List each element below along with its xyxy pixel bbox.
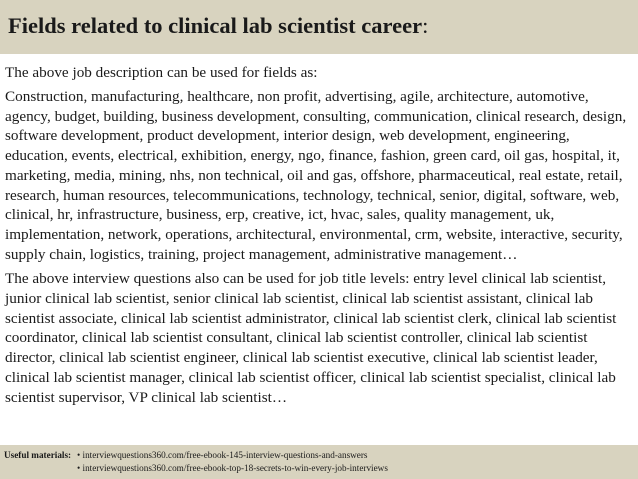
footer-row-1 — [4, 449, 638, 462]
slide-title-colon: : — [422, 13, 429, 38]
slide-title — [8, 13, 638, 39]
footer-link-ebook-145[interactable]: • interviewquestions360.com/free-ebook-145-interview-questions-and-answers — [77, 450, 368, 460]
useful-materials-label: Useful materials: — [4, 450, 72, 460]
footer-link-ebook-18-secrets[interactable]: • interviewquestions360.com/free-ebook-top-18-secrets-to-win-every-job-interviews — [77, 462, 388, 473]
slide-body — [5, 63, 633, 412]
footer — [0, 445, 638, 479]
footer-row-2 — [4, 462, 638, 475]
job-titles-paragraph: The above interview questions also can be used for job title levels: entry level clinical lab scientist, junior clinical lab scientist, senior clinical lab scientist, clinical lab scientist assistant, clinical lab scientist associate, clinical lab scientist administrator, clinical lab scientist clerk, clinical lab scientist coordinator, clinical lab scientist consultant, clinical lab scientist controller, clinical lab scientist director, clinical lab scientist engineer, clinical lab scientist executive, clinical lab scientist leader, clinical lab scientist manager, clinical lab scientist officer, clinical lab scientist specialist, clinical lab scientist supervisor, VP clinical lab scientist… — [5, 270, 617, 406]
intro-text: The above job description can be used for fields as: — [5, 64, 318, 81]
slide-title-text: Fields related to clinical lab scientist career — [8, 13, 423, 38]
fields-paragraph: Construction, manufacturing, healthcare, non profit, advertising, agile, architecture, automotive, agency, budget, building, business development, consulting, communication, clinical research, design, software development, product development, interior design, web development, engineering, education, events, electrical, exhibition, energy, ngo, finance, fashion, green card, oil gas, hospital, it, marketing, media, mining, nhs, non technical, oil and gas, offshore, pharmaceutical, real estate, retail, research, human resources, telecommunications, technology, technical, senior, digital, software, web, clinical, hr, infrastructure, business, erp, creative, ict, hvac, sales, quality management, uk, implementation, network, operations, architectural, environmental, crm, website, interactive, security, supply chain, logistics, training, project management, administrative management… — [5, 88, 627, 263]
title-bar — [0, 0, 638, 54]
